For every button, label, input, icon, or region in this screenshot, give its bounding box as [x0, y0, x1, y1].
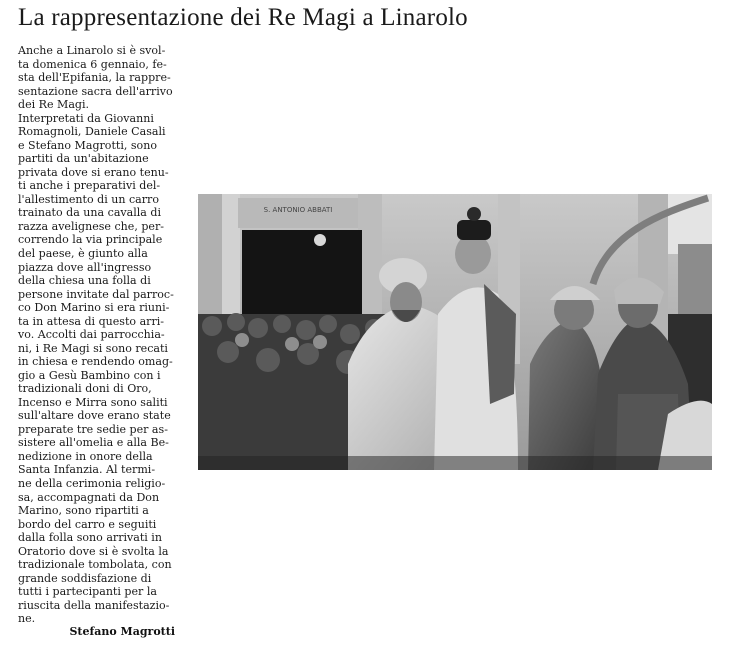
article-body-line: Romagnoli, Daniele Casali [18, 125, 166, 139]
article-headline: La rappresentazione dei Re Magi a Linarolo [18, 4, 468, 31]
article-body-line: Incenso e Mirra sono saliti [18, 395, 168, 409]
article-body-line: Anche a Linarolo si è svol- [18, 44, 166, 57]
article-body-line: della chiesa una folla di [18, 274, 151, 288]
article-body-line: preparate tre sedie per as- [18, 422, 168, 436]
article-body-line: piazza dove all'ingresso [18, 260, 152, 274]
article-body-line: l'allestimento di un carro [18, 192, 159, 206]
article-body-line: ti anche i preparativi del- [18, 179, 161, 193]
article-body-line: ta in attesa di questo arri- [18, 314, 164, 328]
article-body-line: sa, accompagnati da Don [18, 490, 160, 504]
article-body-line: Oratorio dove si è svolta la [18, 544, 169, 558]
article-body-line: e Stefano Magrotti, sono [18, 138, 157, 152]
article-body-line: sta dell'Epifania, la rappre- [18, 71, 171, 85]
article-body-line: Interpretati da Giovanni [18, 111, 154, 125]
article-body-line: in chiesa e rendendo omag- [18, 355, 173, 369]
article-body-line: tradizionali doni di Oro, [18, 382, 152, 396]
article-body-line: sistere all'omelia e alla Be- [18, 436, 169, 450]
article-body-line: dei Re Magi. [18, 98, 90, 112]
article-body-line: ni, i Re Magi si sono recati [18, 341, 168, 355]
article-body-line: gio a Gesù Bambino con i [18, 368, 161, 382]
article-body-line: ne. [18, 612, 36, 626]
article-body-line: ta domenica 6 gennaio, fe- [18, 57, 167, 71]
article-body-line: tutti i partecipanti per la [18, 585, 157, 599]
article-body-line: dalla folla sono arrivati in [18, 531, 162, 545]
article-body-line: grande soddisfazione di [18, 571, 152, 585]
article-byline: Stefano Magrotti [69, 625, 175, 638]
article-body-line: sentazione sacra dell'arrivo [18, 84, 173, 98]
article-body-line: trainato da una cavalla di [18, 206, 162, 220]
article-body-line: persone invitate dal parroc- [18, 287, 174, 301]
article-body-line: correndo la via principale [18, 233, 163, 247]
article-body-line: ne della cerimonia religio- [18, 477, 166, 490]
article-body-line: nedizione in onore della [18, 449, 153, 463]
article-body-line: del paese, è giunto alla [18, 246, 148, 260]
article-body-line: co Don Marino si era riuni- [18, 301, 170, 315]
article-body-line: partiti da un'abitazione [18, 152, 149, 166]
article-body-line: Marino, sono ripartiti a [18, 504, 149, 518]
article-body-line: vo. Accolti dai parrocchia- [18, 328, 165, 342]
article-body-line: privata dove si erano tenu- [18, 165, 169, 179]
article-body-line: razza avelignese che, per- [18, 219, 164, 233]
article-body-line: riuscita della manifestazio- [18, 598, 170, 612]
article-photo [198, 194, 712, 470]
article-body-line: Santa Infanzia. Al termi- [18, 463, 156, 477]
article-body [18, 44, 188, 626]
article-body-line: bordo del carro e seguiti [18, 517, 157, 531]
church-sign: S. ANTONIO ABBATI [263, 206, 333, 214]
article-body-line: sull'altare dove erano state [18, 409, 171, 423]
article-body-line: tradizionale tombolata, con [18, 558, 172, 572]
